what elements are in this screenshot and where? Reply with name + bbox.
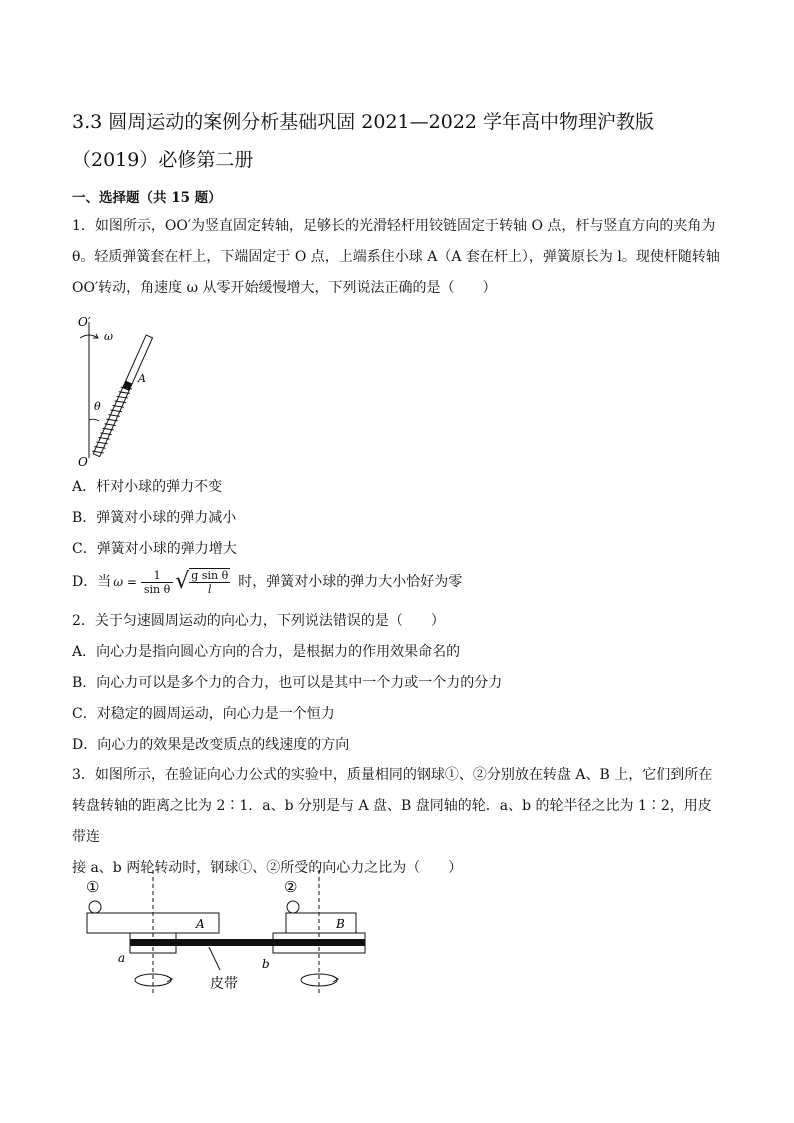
q1-option-d-suffix: 时，弹簧对小球的弹力大小恰好为零: [238, 574, 463, 590]
q1-line-1: 1．如图所示，OO′为竖直固定转轴，足够长的光滑轻杆用铰链固定于转轴 O 点，杆与竖直方向的夹角为: [72, 218, 716, 234]
section-heading: 一、选择题（共 15 题）: [72, 190, 222, 206]
label-wheel-b: b: [262, 957, 270, 971]
q1-option-a: A．杆对小球的弹力不变: [72, 479, 223, 495]
question-2-stem: 2．关于匀速圆周运动的向心力，下列说法错误的是（ ）: [72, 613, 445, 629]
label-ball-1: ①: [86, 878, 100, 896]
belt: [130, 939, 365, 946]
q2-option-d: D．向心力的效果是改变质点的线速度的方向: [72, 737, 350, 753]
q1-option-c: C．弹簧对小球的弹力增大: [72, 541, 237, 557]
q1-line-2: θ。轻质弹簧套在杆上，下端固定于 O 点，上端系住小球 A（A 套在杆上），弹簧原长为 l。现使杆随转轴: [72, 249, 720, 265]
q2-option-a: A．向心力是指向圆心方向的合力，是根据力的作用效果命名的: [72, 644, 461, 660]
question-3-stem: [72, 760, 722, 884]
label-theta: θ: [94, 400, 101, 413]
radical-icon: √: [175, 569, 190, 594]
q1-option-d-prefix: D．当: [72, 574, 112, 590]
q1-line-3: OO′转动，角速度 ω 从零开始缓慢增大，下列说法正确的是（ ）: [72, 280, 497, 296]
omega-symbol: ω =: [113, 575, 137, 589]
disk-b: [286, 913, 356, 933]
belt-leader-line: [209, 947, 220, 970]
label-disk-b: B: [336, 917, 345, 931]
label-o: O: [78, 455, 88, 469]
question-1-stem: [72, 211, 722, 304]
label-omega: ω: [104, 330, 113, 343]
angle-arc: [89, 419, 99, 421]
fraction-denominator: sin θ: [143, 582, 171, 596]
fraction-numerator: 1: [141, 569, 173, 583]
fraction: [141, 569, 173, 596]
ball-2: [287, 901, 299, 913]
ball-1: [89, 901, 101, 913]
page-title: [72, 103, 732, 179]
label-belt: 皮带: [210, 976, 238, 992]
question-3-figure: [72, 870, 382, 1000]
title-line-2: （2019）必修第二册: [72, 149, 254, 171]
q3-line-2: 转盘转轴的距离之比为 2∶1．a、b 分别是与 A 盘、B 盘同轴的轮．a、b 的轮半径之比为 1∶2，用皮带连: [72, 798, 712, 845]
question-1-figure: [72, 310, 192, 470]
q3-line-1: 3．如图所示，在验证向心力公式的实验中，质量相同的钢球①、②分别放在转盘 A、B 上，它们到所在: [72, 767, 713, 783]
label-ball-2: ②: [284, 878, 298, 896]
q3-line-3: 接 a、b 两轮转动时，钢球①、②所受的向心力之比为（ ）: [72, 860, 463, 876]
radicand-denominator: l: [207, 583, 212, 596]
label-disk-a: A: [196, 917, 205, 931]
rod: [91, 334, 154, 457]
q2-option-c: C．对稳定的圆周运动，向心力是一个恒力: [72, 706, 335, 722]
title-line-1: 3.3 圆周运动的案例分析基础巩固 2021—2022 学年高中物理沪教版: [72, 111, 655, 133]
label-wheel-a: a: [118, 951, 126, 965]
label-o-prime: O′: [78, 315, 91, 329]
square-root: [175, 568, 230, 596]
radicand: [189, 568, 230, 596]
q2-option-b: B．向心力可以是多个力的合力，也可以是其中一个力或一个力的分力: [72, 675, 503, 691]
radicand-numerator: g sin θ: [191, 569, 229, 582]
label-a: A: [138, 372, 146, 385]
q1-option-b: B．弹簧对小球的弹力减小: [72, 510, 237, 526]
q1-option-d: [72, 566, 722, 598]
